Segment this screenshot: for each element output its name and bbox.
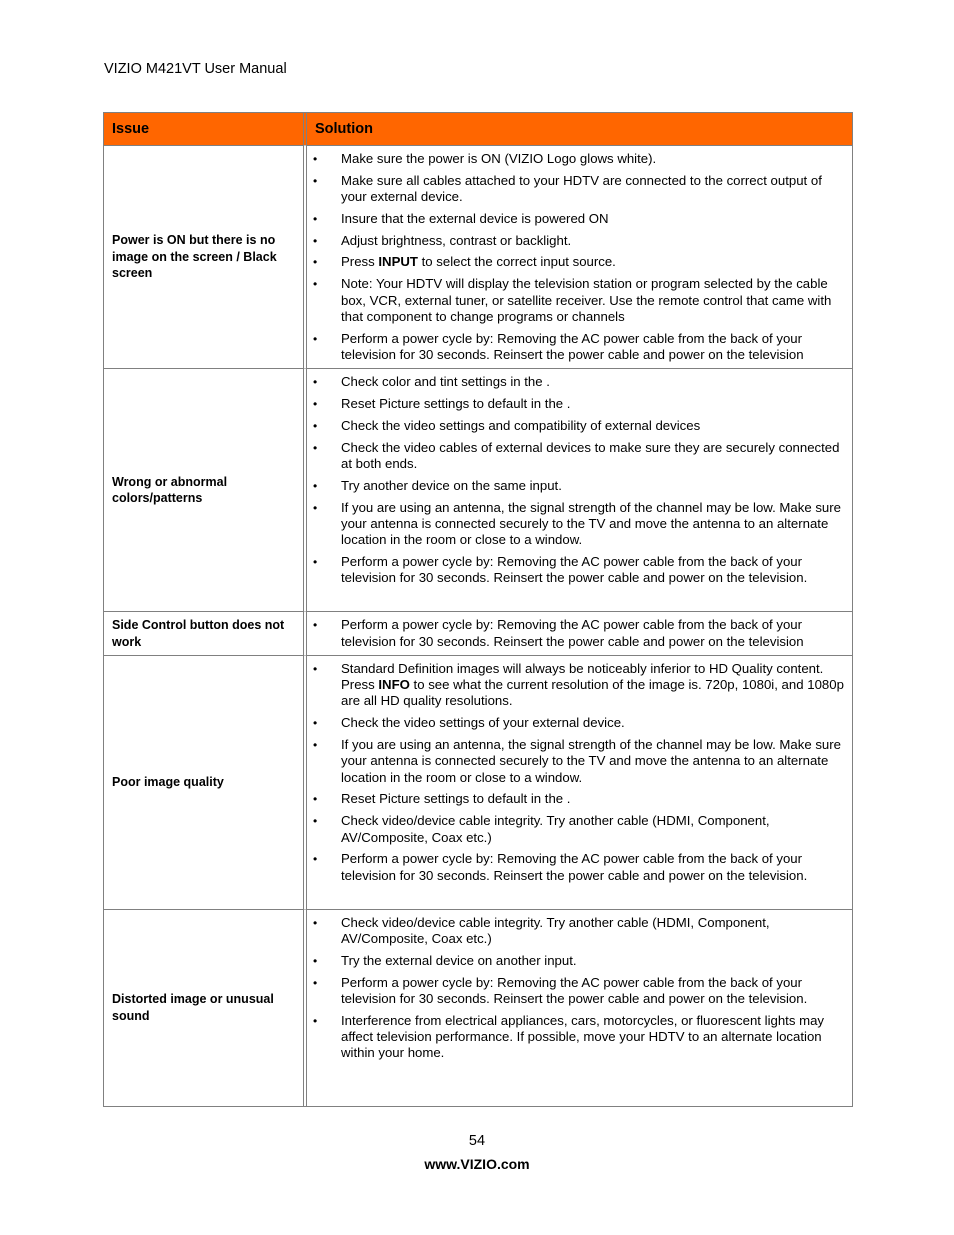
- solution-text: Note: Your HDTV will display the television station or program selected by the cable box, VCR, external tuner, or satellite receiver. Use the remote control that came with that component to change programs or channels: [341, 276, 832, 324]
- solution-item: [313, 374, 844, 390]
- solution-cell: [307, 145, 852, 368]
- solution-item: [313, 851, 844, 884]
- solution-item: [313, 233, 844, 249]
- table-row: [104, 611, 852, 655]
- solution-text: Make sure all cables attached to your HDTV are connected to the correct output of your external device.: [341, 172, 822, 205]
- solution-item: [313, 396, 844, 412]
- solution-item: [313, 173, 844, 206]
- solution-cell: [307, 909, 852, 1106]
- issue-cell: Wrong or abnormal colors/patterns: [104, 368, 307, 611]
- troubleshooting-table: [103, 112, 853, 1107]
- solution-item: [313, 418, 844, 434]
- solution-item: [313, 331, 844, 364]
- table-row: [104, 909, 852, 1106]
- solution-text: Insure that the external device is powered ON: [341, 210, 609, 226]
- page-number: 54: [468, 1133, 486, 1149]
- solution-item: [313, 661, 844, 710]
- solution-item: [313, 617, 844, 650]
- solution-column-header: Solution: [307, 113, 852, 145]
- manual-title: VIZIO M421VT User Manual: [104, 61, 287, 77]
- solution-text: Check the video settings and compatibility of external devices: [341, 417, 701, 433]
- solution-text: Make sure the power is ON (VIZIO Logo glows white).: [341, 151, 657, 166]
- issue-cell: Distorted image or unusual sound: [104, 909, 307, 1106]
- solution-item: [313, 975, 844, 1008]
- solution-text: Press: [341, 254, 379, 270]
- solution-text: Reset Picture settings to default in the .: [341, 396, 571, 412]
- solution-text: Try another device on the same input.: [341, 477, 562, 493]
- solution-cell: [307, 655, 852, 909]
- solution-item: [313, 478, 844, 494]
- solution-item: [313, 276, 844, 325]
- solution-text: Perform a power cycle by: Removing the AC power cable from the back of your television for 30 seconds. Reinsert the power cable and power on the television: [341, 617, 804, 649]
- table-header-row: [104, 113, 852, 145]
- solution-text: to select the correct input source.: [417, 254, 616, 270]
- issue-cell: Power is ON but there is no image on the screen / Black screen: [104, 145, 307, 368]
- website-url: www.VIZIO.com: [424, 1156, 530, 1172]
- solution-key-text: INPUT: [378, 254, 418, 270]
- solution-text: Perform a power cycle by: Removing the AC power cable from the back of your television for 30 seconds. Reinsert the power cable and power on the television.: [341, 553, 808, 586]
- solution-item: [313, 791, 844, 807]
- solution-text: Perform a power cycle by: Removing the AC power cable from the back of your television for 30 seconds. Reinsert the power cable and power on the television: [341, 330, 804, 362]
- solution-text: Try the external device on another input.: [341, 952, 577, 968]
- solution-text: Check the video cables of external devices to make sure they are securely connected at both ends.: [341, 439, 840, 471]
- solution-text: Reset Picture settings to default in the .: [341, 791, 571, 807]
- solution-text: Check video/device cable integrity. Try another cable (HDMI, Component, AV/Composite, Coax etc.): [341, 813, 770, 845]
- table-row: [104, 368, 852, 611]
- solution-item: [313, 915, 844, 948]
- solution-list: [313, 374, 844, 586]
- solution-text: Check color and tint settings in the .: [341, 374, 550, 390]
- solution-text: Standard Definition images will always be noticeably inferior to HD Quality content. Press: [341, 660, 824, 693]
- solution-item: [313, 737, 844, 786]
- solution-item: [313, 151, 844, 167]
- issue-column-header: Issue: [104, 113, 307, 145]
- solution-item: [313, 440, 844, 473]
- solution-text: Check video/device cable integrity. Try another cable (HDMI, Component, AV/Composite, Coax etc.): [341, 914, 770, 947]
- solution-item: [313, 500, 844, 549]
- solution-text: to see what the current resolution of the image is. 720p, 1080i, and 1080p are all HD quality resolutions.: [341, 677, 844, 709]
- solution-cell: [307, 611, 852, 655]
- solution-item: [313, 813, 844, 846]
- solution-key-text: INFO: [378, 677, 410, 693]
- solution-text: Check the video settings of your external device.: [341, 715, 625, 731]
- solution-list: [313, 151, 844, 363]
- solution-list: [313, 661, 844, 884]
- solution-text: Adjust brightness, contrast or backlight.: [341, 232, 572, 248]
- solution-item: [313, 953, 844, 969]
- solution-item: [313, 254, 844, 270]
- solution-text: Interference from electrical appliances, cars, motorcycles, or fluorescent lights may affect television performance. If possible, move your HDTV to an alternate location within your home.: [341, 1012, 824, 1061]
- issue-cell: Poor image quality: [104, 655, 307, 909]
- solution-list: [313, 915, 844, 1062]
- table-row: [104, 655, 852, 909]
- solution-text: If you are using an antenna, the signal strength of the channel may be low. Make sure your antenna is connected securely to the TV and move the antenna to an alternate location in the room or close to a window.: [341, 737, 841, 785]
- solution-cell: [307, 368, 852, 611]
- solution-list: [313, 617, 844, 650]
- table-row: [104, 145, 852, 368]
- solution-item: [313, 211, 844, 227]
- solution-item: [313, 715, 844, 731]
- solution-text: Perform a power cycle by: Removing the AC power cable from the back of your television for 30 seconds. Reinsert the power cable and power on the television.: [341, 851, 808, 883]
- solution-text: If you are using an antenna, the signal strength of the channel may be low. Make sure your antenna is connected securely to the TV and move the antenna to an alternate location in the room or close to a window.: [341, 499, 841, 548]
- solution-text: Perform a power cycle by: Removing the AC power cable from the back of your television for 30 seconds. Reinsert the power cable and power on the television.: [341, 974, 808, 1007]
- issue-cell: Side Control button does not work: [104, 611, 307, 655]
- solution-item: [313, 1013, 844, 1062]
- solution-item: [313, 554, 844, 587]
